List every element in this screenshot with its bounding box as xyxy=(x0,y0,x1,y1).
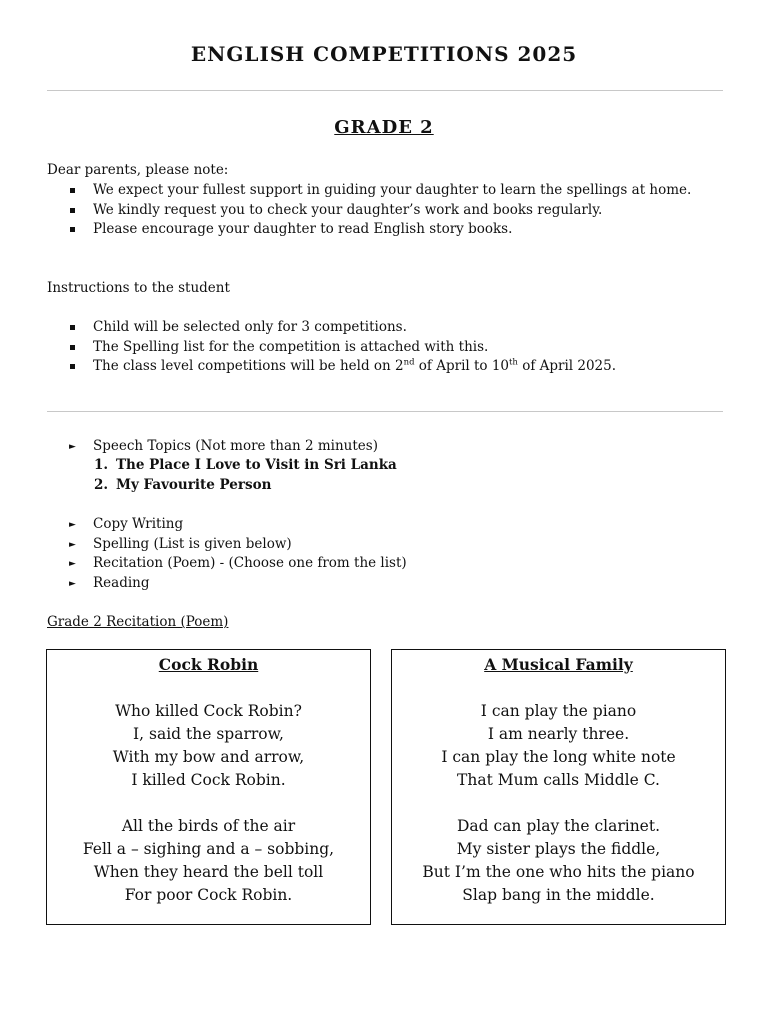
dates-suffix: of April 2025. xyxy=(517,358,617,375)
parent-note: We expect your fullest support in guiding your daughter to learn the spellings at home. xyxy=(47,181,691,201)
student-instructions-list xyxy=(47,318,616,377)
student-instruction: Child will be selected only for 3 competitions. xyxy=(47,318,616,338)
title-divider xyxy=(47,90,723,91)
poem-line: With my bow and arrow, xyxy=(112,748,305,766)
grade-heading: GRADE 2 xyxy=(334,117,434,138)
poem-stanza xyxy=(47,815,370,907)
topic-text: The Place I Love to Visit in Sri Lanka xyxy=(116,457,397,473)
topic-number: 2. xyxy=(94,476,109,493)
poem-stanza xyxy=(392,815,725,907)
poem-line: Slap bang in the middle. xyxy=(462,886,655,904)
poem-line: When they heard the bell toll xyxy=(93,863,324,881)
topic-number: 1. xyxy=(94,457,109,473)
poem-line: All the birds of the air xyxy=(121,817,296,835)
parents-intro: Dear parents, please note: xyxy=(47,162,229,178)
competition-item: ► Copy Writing xyxy=(47,515,407,535)
poem-line: I can play the piano xyxy=(480,702,637,720)
dates-middle: of April to 10 xyxy=(414,358,510,375)
topic-text: My Favourite Person xyxy=(116,476,272,493)
dates-sup-2: th xyxy=(509,357,518,368)
poem-line: I, said the sparrow, xyxy=(133,725,284,743)
speech-topic xyxy=(47,476,397,496)
poem-line: Fell a – sighing and a – sobbing, xyxy=(82,840,335,858)
student-instructions-heading: Instructions to the student xyxy=(47,280,230,296)
poem-stanza xyxy=(47,700,370,792)
section-divider xyxy=(47,411,723,412)
poem-line: I am nearly three. xyxy=(487,725,630,743)
poem-line: I killed Cock Robin. xyxy=(131,771,286,789)
parent-note: Please encourage your daughter to read English story books. xyxy=(47,220,691,240)
dates-sup-1: nd xyxy=(403,357,415,368)
document-title: ENGLISH COMPETITIONS 2025 xyxy=(190,42,578,66)
speech-list xyxy=(47,437,378,457)
competitions-list xyxy=(47,515,407,594)
speech-topic xyxy=(47,456,397,476)
dates-prefix: The class level competitions will be held on 2 xyxy=(93,358,404,375)
poem-line: I can play the long white note xyxy=(441,748,676,766)
poem-line: That Mum calls Middle C. xyxy=(457,771,660,789)
poem-line: Dad can play the clarinet. xyxy=(456,817,661,835)
student-instruction-dates xyxy=(47,357,616,377)
poem-box-cock-robin xyxy=(46,649,371,925)
parents-notes-list xyxy=(47,181,691,240)
poem-title: Cock Robin xyxy=(158,655,259,674)
recitation-heading: Grade 2 Recitation (Poem) xyxy=(47,614,229,630)
poem-box-musical-family xyxy=(391,649,726,925)
student-instruction: The Spelling list for the competition is attached with this. xyxy=(47,338,616,358)
competition-item: ► Reading xyxy=(47,574,407,594)
poem-title: A Musical Family xyxy=(484,655,633,674)
speech-topics-list xyxy=(47,456,397,495)
poem-stanza xyxy=(392,700,725,792)
parent-note: We kindly request you to check your daughter’s work and books regularly. xyxy=(47,201,691,221)
speech-topics-label: ► Speech Topics (Not more than 2 minutes) xyxy=(47,437,378,457)
competition-item: ► Recitation (Poem) - (Choose one from the list) xyxy=(47,554,407,574)
poem-line: For poor Cock Robin. xyxy=(124,886,293,904)
poem-line: But I’m the one who hits the piano xyxy=(422,863,695,881)
poem-line: My sister plays the fiddle, xyxy=(456,840,661,858)
competition-item: ► Spelling (List is given below) xyxy=(47,535,407,555)
poem-line: Who killed Cock Robin? xyxy=(115,702,302,720)
